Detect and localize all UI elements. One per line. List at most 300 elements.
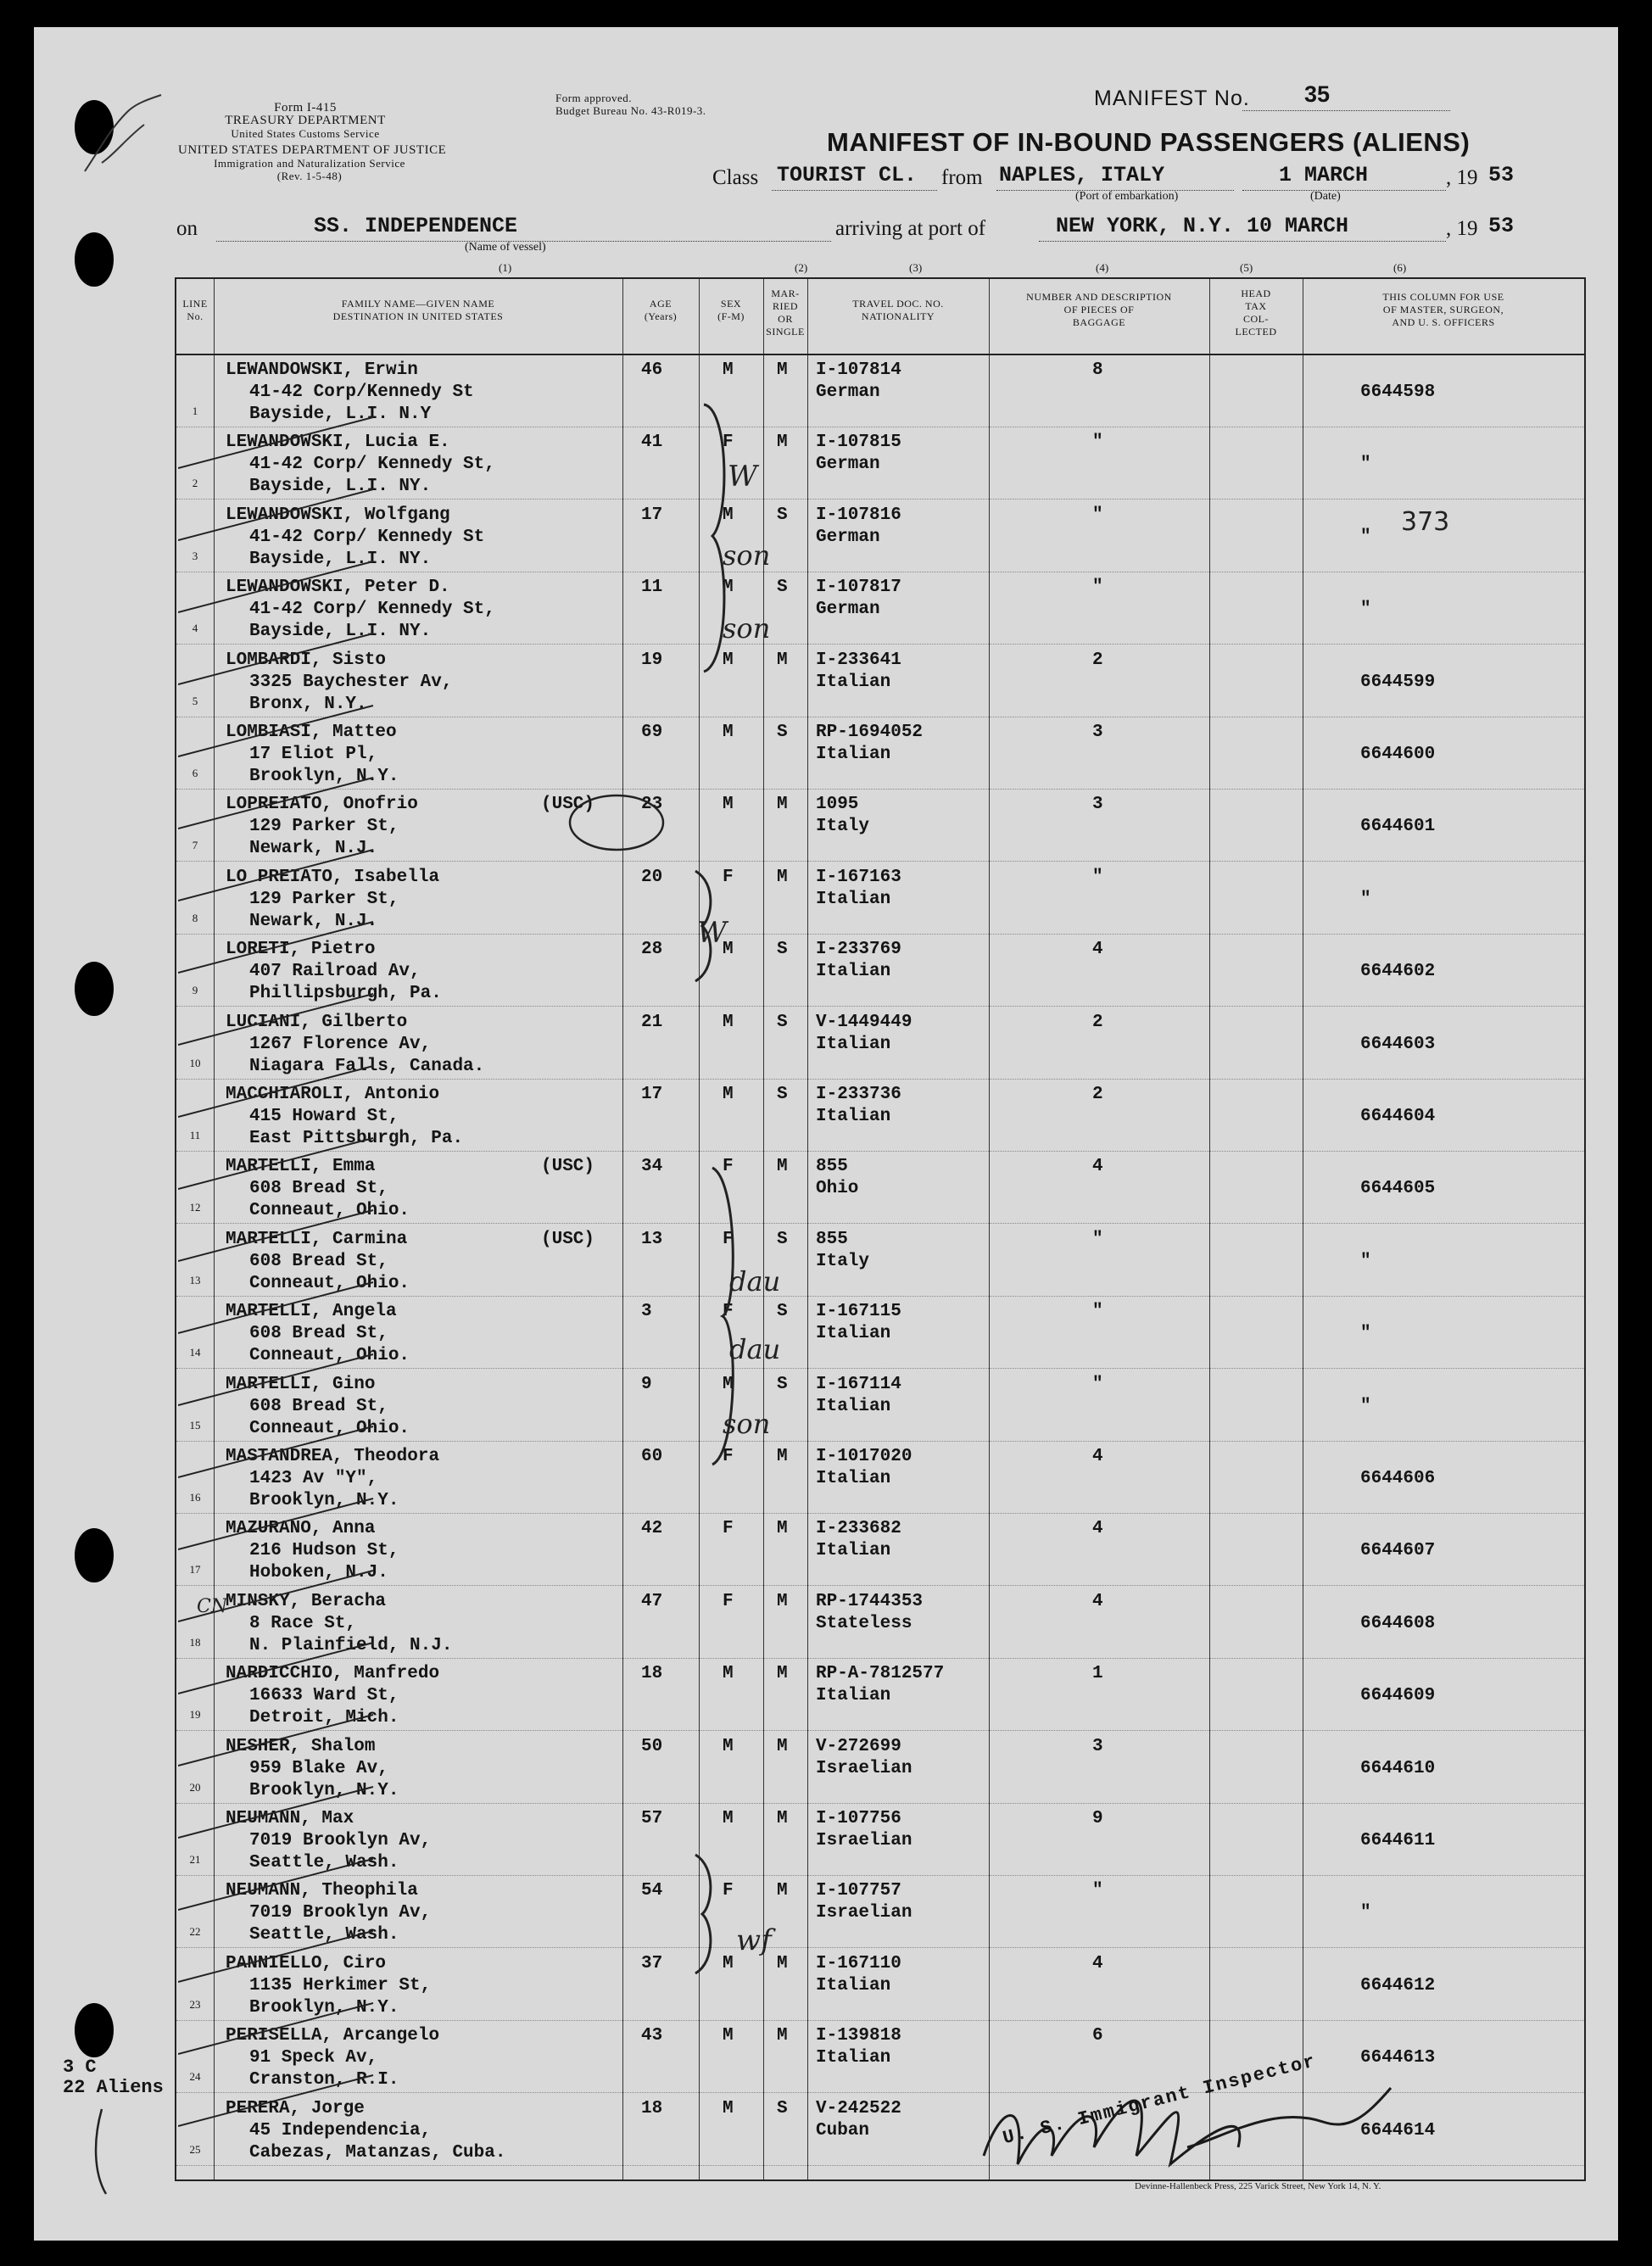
passenger-name: MAZURANO, Anna [226, 1519, 376, 1539]
nationality: Italian [816, 1469, 891, 1488]
address-line-1: 608 Bread St, [249, 1396, 388, 1416]
travel-doc-number: RP-1694052 [816, 723, 924, 742]
address-line-1: 415 Howard St, [249, 1107, 399, 1126]
age-cell: 20 [641, 867, 663, 887]
travel-doc-number: 855 [816, 1157, 848, 1177]
line-number: 4 [192, 622, 198, 635]
table-row [176, 862, 1584, 935]
baggage-count: 4 [1092, 1519, 1103, 1539]
check-marks [178, 366, 382, 2198]
table-row [176, 1587, 1584, 1659]
nationality: Italian [816, 1396, 891, 1416]
sex-cell: M [723, 795, 734, 815]
address-line-2: Bronx, N.Y. [249, 694, 367, 714]
address-line-1: 41-42 Corp/ Kennedy St, [249, 455, 495, 475]
married-cell: M [777, 1953, 788, 1973]
nationality: Italian [816, 1034, 891, 1054]
form-number: Form I-415 [274, 101, 337, 114]
year-prefix: , 19 [1446, 166, 1478, 189]
nationality: Cuban [816, 2120, 870, 2140]
married-cell: S [777, 1302, 788, 1322]
passenger-name: LEWANDOWSKI, Peter D. [226, 578, 450, 598]
line-number: 9 [192, 984, 198, 997]
baggage-count: 3 [1092, 795, 1103, 815]
margin-stroke-icon [85, 2105, 119, 2198]
age-cell: 46 [641, 360, 663, 380]
officer-number: " [1360, 1903, 1371, 1923]
address-line-2: Brooklyn, N.Y. [249, 767, 399, 786]
sex-cell: F [723, 1302, 734, 1322]
passenger-name: NEUMANN, Theophila [226, 1881, 418, 1901]
address-line-1: 1135 Herkimer St, [249, 1975, 432, 1995]
passenger-name: LOPREIATO, Onofrio [226, 795, 418, 815]
nationality: Italian [816, 2048, 891, 2068]
nationality: Italian [816, 745, 891, 764]
line-number: 6 [192, 767, 198, 779]
address-line-1: 407 Railroad Av, [249, 962, 421, 982]
nationality: German [816, 382, 880, 402]
married-cell: S [777, 1085, 788, 1104]
col-number: (6) [1393, 261, 1407, 274]
nationality: Israelian [816, 1903, 913, 1923]
married-cell: M [777, 1447, 788, 1466]
note-w: W [697, 916, 727, 950]
sex-cell: M [723, 1085, 734, 1104]
note-dau: dau [729, 1265, 781, 1298]
table-row [176, 1370, 1584, 1442]
baggage-count: " [1092, 1302, 1103, 1322]
passenger-name: LUCIANI, Gilberto [226, 1012, 408, 1032]
vessel-note: (Name of vessel) [465, 241, 546, 254]
baggage-count: 4 [1092, 940, 1103, 960]
passenger-name: MACCHIAROLI, Antonio [226, 1085, 440, 1104]
table-row [176, 355, 1584, 427]
punch-hole [75, 962, 114, 1016]
ins-title: Immigration and Naturalization Service [214, 157, 405, 170]
officer-number: 6644608 [1360, 1613, 1436, 1633]
baggage-count: " [1092, 433, 1103, 453]
bracket-icon [704, 1164, 755, 1469]
officer-number: " [1360, 1324, 1371, 1344]
address-line-2: Conneaut, Ohio. [249, 1201, 410, 1221]
address-line-2: Niagara Falls, Canada. [249, 1056, 485, 1076]
table-row [176, 1659, 1584, 1731]
nationality: Italy [816, 1251, 870, 1271]
sex-cell: M [723, 360, 734, 380]
col-header-name: FAMILY NAME—GIVEN NAME DESTINATION IN UNITED STATES [332, 298, 504, 322]
table-row [176, 717, 1584, 790]
age-cell: 3 [641, 1302, 652, 1322]
travel-doc-number: I-167114 [816, 1374, 901, 1394]
note-dau: dau [729, 1333, 781, 1365]
travel-doc-number: RP-1744353 [816, 1591, 924, 1611]
on-label: on [176, 217, 198, 240]
col-number: (3) [909, 261, 923, 274]
age-cell: 37 [641, 1953, 663, 1973]
class-value: TOURIST CL. [777, 163, 918, 187]
age-cell: 11 [641, 578, 663, 598]
passenger-name: PERISELLA, Arcangelo [226, 2026, 440, 2046]
travel-doc-number: I-139818 [816, 2026, 901, 2046]
usc-mark: (USC) [541, 1157, 595, 1177]
baggage-count: 2 [1092, 650, 1103, 670]
travel-doc-number: I-167115 [816, 1302, 901, 1322]
married-cell: M [777, 433, 788, 453]
address-line-1: 41-42 Corp/ Kennedy St, [249, 600, 495, 620]
aliens-count [63, 2057, 164, 2098]
married-cell: S [777, 723, 788, 742]
officer-number: 6644600 [1360, 745, 1436, 764]
travel-doc-number: I-167163 [816, 867, 901, 887]
address-line-1: 41-42 Corp/ Kennedy St [249, 527, 485, 547]
sex-cell: F [723, 1881, 734, 1901]
passenger-name: LO PREIATO, Isabella [226, 867, 440, 887]
form-approval [555, 92, 751, 117]
travel-doc-number: I-167110 [816, 1953, 901, 1973]
married-cell: M [777, 1157, 788, 1177]
sex-cell: M [723, 1664, 734, 1684]
treasury-dept: TREASURY DEPARTMENT [225, 114, 386, 127]
col-number: (5) [1240, 261, 1253, 274]
nationality: German [816, 527, 880, 547]
punch-hole [75, 232, 114, 287]
address-line-2: Conneaut, Ohio. [249, 1346, 410, 1366]
line-number: 24 [189, 2070, 201, 2084]
manifest-number: 35 [1304, 81, 1331, 107]
bracket-icon [695, 400, 746, 680]
line-number: 21 [189, 1853, 201, 1866]
passenger-name: MARTELLI, Carmina [226, 1229, 408, 1249]
col-header-officers: THIS COLUMN FOR USE OF MASTER, SURGEON, AND U. S. OFFICERS [1382, 291, 1504, 328]
sex-cell: M [723, 1012, 734, 1032]
passenger-name: NEUMANN, Max [226, 1809, 354, 1828]
class-label: Class [712, 166, 759, 189]
nationality: Italian [816, 1324, 891, 1344]
line-number: 11 [189, 1129, 201, 1141]
nationality: Italian [816, 1541, 891, 1561]
address-line-2: Hoboken, N.J. [249, 1563, 388, 1583]
travel-doc-number: I-107756 [816, 1809, 901, 1828]
officer-number: 6644612 [1360, 1975, 1436, 1995]
address-line-2: Brooklyn, N.Y. [249, 1491, 399, 1510]
age-cell: 42 [641, 1519, 663, 1539]
travel-doc-number: V-272699 [816, 1736, 901, 1756]
table-row [176, 1876, 1584, 1948]
line-number: 12 [189, 1201, 201, 1214]
officer-number: 6644609 [1360, 1686, 1436, 1706]
col-header-age: AGE (Years) [644, 298, 678, 322]
address-line-1: 45 Independencia, [249, 2120, 432, 2140]
passenger-name: LOMBIASI, Matteo [226, 723, 397, 742]
age-cell: 23 [641, 795, 663, 815]
married-cell: M [777, 650, 788, 670]
address-line-2: Newark, N.J. [249, 911, 378, 931]
sex-cell: M [723, 578, 734, 598]
married-cell: M [777, 1881, 788, 1901]
address-line-2: Brooklyn, N.Y. [249, 1780, 399, 1800]
address-line-2: Conneaut, Ohio. [249, 1418, 410, 1438]
married-cell: M [777, 867, 788, 887]
baggage-count: " [1092, 578, 1103, 598]
officer-number: 6644606 [1360, 1469, 1436, 1488]
line-number: 17 [189, 1563, 201, 1577]
age-cell: 21 [641, 1012, 663, 1032]
officer-number: 6644613 [1360, 2048, 1436, 2068]
age-cell: 9 [641, 1374, 652, 1394]
nationality: Italian [816, 1686, 891, 1706]
nationality: Israelian [816, 1758, 913, 1778]
sex-cell: F [723, 1229, 734, 1249]
address-line-2: Phillipsburgh, Pa. [249, 984, 442, 1004]
nationality: Italian [816, 962, 891, 982]
travel-doc-number: I-233736 [816, 1085, 901, 1104]
travel-doc-number: I-107814 [816, 360, 901, 380]
officer-number: 6644604 [1360, 1107, 1436, 1126]
married-cell: M [777, 1809, 788, 1828]
nationality: Italy [816, 817, 870, 837]
age-cell: 28 [641, 940, 663, 960]
bracket-icon [687, 867, 729, 985]
officer-number: " [1360, 1251, 1371, 1271]
age-cell: 54 [641, 1881, 663, 1901]
line-number: 19 [189, 1708, 201, 1722]
address-line-2: Cabezas, Matanzas, Cuba. [249, 2142, 506, 2163]
margin-scrawl-icon [68, 78, 170, 197]
note-cn: CN [197, 1596, 228, 1617]
baggage-count: 4 [1092, 1157, 1103, 1177]
line-number: 8 [192, 911, 198, 924]
sex-cell: M [723, 505, 734, 525]
baggage-count: " [1092, 1229, 1103, 1249]
address-line-2: Conneaut, Ohio. [249, 1273, 410, 1293]
travel-doc-number: I-107815 [816, 433, 901, 453]
table-row [176, 1732, 1584, 1804]
travel-doc-number: 1095 [816, 795, 859, 815]
nationality: Israelian [816, 1831, 913, 1850]
passenger-name: MASTANDREA, Theodora [226, 1447, 440, 1466]
sex-cell: M [723, 650, 734, 670]
age-cell: 43 [641, 2026, 663, 2046]
col-header-sex: SEX (F-M) [717, 298, 745, 322]
sex-cell: F [723, 1157, 734, 1177]
date-note: (Date) [1310, 190, 1341, 203]
sex-cell: M [723, 1736, 734, 1756]
age-cell: 57 [641, 1809, 663, 1828]
table-row [176, 1152, 1584, 1224]
married-cell: S [777, 940, 788, 960]
married-cell: M [777, 1519, 788, 1539]
address-line-2: Brooklyn, N.Y. [249, 1997, 399, 2018]
page-title: MANIFEST OF IN-BOUND PASSENGERS (ALIENS) [827, 127, 1471, 157]
age-cell: 19 [641, 650, 663, 670]
sex-cell: M [723, 2098, 734, 2118]
baggage-count: 1 [1092, 1664, 1103, 1684]
age-cell: 69 [641, 723, 663, 742]
address-line-2: Seattle, Wash. [249, 1925, 399, 1945]
passenger-name: LEWANDOWSKI, Wolfgang [226, 505, 450, 525]
table-row [176, 790, 1584, 862]
married-cell: S [777, 1374, 788, 1394]
table-row [176, 1007, 1584, 1080]
address-line-1: 608 Bread St, [249, 1324, 388, 1344]
form-approved: Form approved. [555, 92, 633, 104]
address-line-2: Bayside, L.I. N.Y [249, 405, 432, 424]
embark-note: (Port of embarkation) [1075, 190, 1179, 203]
address-line-2: Newark, N.J. [249, 839, 378, 859]
vessel-value: SS. INDEPENDENCE [314, 214, 518, 238]
col-header-travel: TRAVEL DOC. NO. NATIONALITY [852, 298, 944, 322]
travel-doc-number: I-107816 [816, 505, 901, 525]
age-cell: 50 [641, 1736, 663, 1756]
travel-doc-number: I-107757 [816, 1881, 901, 1901]
col-number: (1) [499, 261, 512, 274]
passenger-name: MARTELLI, Angela [226, 1302, 397, 1322]
baggage-count: 6 [1092, 2026, 1103, 2046]
line-number: 15 [189, 1418, 201, 1432]
travel-doc-number: I-233769 [816, 940, 901, 960]
nationality: Italian [816, 1975, 891, 1995]
from-label: from [941, 166, 983, 189]
margin-aliens: 22 Aliens [63, 2077, 164, 2098]
note-son: son [723, 539, 771, 572]
passenger-name: MARTELLI, Emma [226, 1157, 376, 1177]
line-number: 22 [189, 1925, 201, 1939]
age-cell: 18 [641, 1664, 663, 1684]
table-row [176, 1514, 1584, 1586]
line-number: 7 [192, 839, 198, 852]
officer-number: 6644614 [1360, 2120, 1436, 2140]
manifest-sheet [34, 27, 1618, 2241]
line-number: 23 [189, 1997, 201, 2011]
officer-number: 6644611 [1360, 1831, 1436, 1850]
age-cell: 17 [641, 505, 663, 525]
from-value: NAPLES, ITALY [999, 163, 1165, 187]
address-line-2: Detroit, Mich. [249, 1708, 399, 1728]
nationality: Italian [816, 672, 891, 692]
address-line-1: 41-42 Corp/Kennedy St [249, 382, 474, 402]
punch-hole [75, 2003, 114, 2057]
note-373: 373 [1401, 507, 1450, 537]
address-line-1: 608 Bread St, [249, 1179, 388, 1199]
travel-doc-number: I-107817 [816, 578, 901, 598]
table-row [176, 427, 1584, 500]
nationality: German [816, 455, 880, 475]
baggage-count: 2 [1092, 1012, 1103, 1032]
inspector-stamp: U. S. Immigrant Inspector [1001, 2051, 1319, 2150]
nationality: Ohio [816, 1179, 859, 1199]
address-line-2: Bayside, L.I. NY. [249, 549, 432, 569]
married-cell: S [777, 2098, 788, 2118]
col-number: (2) [795, 261, 808, 274]
baggage-count: 2 [1092, 1085, 1103, 1104]
passenger-name: LEWANDOWSKI, Erwin [226, 360, 418, 380]
travel-doc-number: I-233641 [816, 650, 901, 670]
table-row [176, 1442, 1584, 1514]
officer-number: 6644603 [1360, 1034, 1436, 1054]
address-line-1: 129 Parker St, [249, 817, 399, 837]
baggage-count: " [1092, 867, 1103, 887]
baggage-count: 4 [1092, 1953, 1103, 1973]
punch-hole [75, 1528, 114, 1582]
passenger-name: LOMBARDI, Sisto [226, 650, 387, 670]
married-cell: M [777, 360, 788, 380]
travel-doc-number: I-233682 [816, 1519, 901, 1539]
note-son: son [723, 612, 771, 645]
doj-block [178, 143, 447, 182]
address-line-2: Seattle, Wash. [249, 1853, 399, 1873]
sex-cell: F [723, 433, 734, 453]
baggage-count: 8 [1092, 360, 1103, 380]
table-row [176, 1080, 1584, 1152]
arriving-label: arriving at port of [835, 217, 986, 240]
line-number: 1 [192, 405, 198, 417]
margin-count: 3 C [63, 2057, 97, 2078]
married-cell: M [777, 795, 788, 815]
baggage-count: " [1092, 1881, 1103, 1901]
bracket-icon [687, 1850, 729, 1978]
nationality: Stateless [816, 1613, 913, 1633]
address-line-2: Bayside, L.I. NY. [249, 477, 432, 497]
officer-number: 6644607 [1360, 1541, 1436, 1561]
line-number: 14 [189, 1346, 201, 1359]
address-line-1: 91 Speck Av, [249, 2048, 378, 2068]
baggage-count: 9 [1092, 1809, 1103, 1828]
manifest-number-label: MANIFEST No. [1094, 87, 1250, 110]
passenger-name: NARDICCHIO, Manfredo [226, 1664, 440, 1684]
officer-number: " [1360, 600, 1371, 620]
married-cell: S [777, 1012, 788, 1032]
address-line-1: 16633 Ward St, [249, 1686, 399, 1706]
line-number: 25 [189, 2142, 201, 2156]
address-line-2: East Pittsburgh, Pa. [249, 1129, 464, 1148]
officer-number: 6644599 [1360, 672, 1436, 692]
passenger-name: PERERA, Jorge [226, 2098, 365, 2118]
age-cell: 60 [641, 1447, 663, 1466]
age-cell: 47 [641, 1591, 663, 1611]
officer-number: 6644602 [1360, 962, 1436, 982]
col-header-tax: HEAD TAX COL- LECTED [1235, 287, 1277, 338]
usc-mark: (USC) [541, 1229, 595, 1249]
baggage-count: 3 [1092, 723, 1103, 742]
address-line-1: 959 Blake Av, [249, 1758, 388, 1778]
married-cell: M [777, 1664, 788, 1684]
table-row [176, 572, 1584, 645]
sex-cell: F [723, 1591, 734, 1611]
travel-doc-number: V-242522 [816, 2098, 901, 2118]
line-number: 10 [189, 1056, 201, 1069]
passenger-name: MARTELLI, Gino [226, 1374, 376, 1394]
table-row [176, 1297, 1584, 1369]
address-line-1: 216 Hudson St, [249, 1541, 399, 1561]
col-header-line: LINE No. [182, 298, 208, 322]
col-header-married: MAR- RIED OR SINGLE [766, 287, 805, 338]
age-cell: 34 [641, 1157, 663, 1177]
line-number: 2 [192, 477, 198, 490]
age-cell: 17 [641, 1085, 663, 1104]
address-line-1: 129 Parker St, [249, 889, 399, 909]
married-cell: S [777, 505, 788, 525]
sex-cell: F [723, 1519, 734, 1539]
address-line-1: 7019 Brooklyn Av, [249, 1903, 432, 1923]
note-w: W [728, 460, 757, 494]
age-cell: 18 [641, 2098, 663, 2118]
table-row [176, 1225, 1584, 1297]
married-cell: M [777, 1591, 788, 1611]
travel-doc-number: I-1017020 [816, 1447, 913, 1466]
passenger-name: PANNIELLO, Ciro [226, 1953, 387, 1973]
travel-doc-number: RP-A-7812577 [816, 1664, 945, 1684]
officer-number: 6644598 [1360, 382, 1436, 402]
